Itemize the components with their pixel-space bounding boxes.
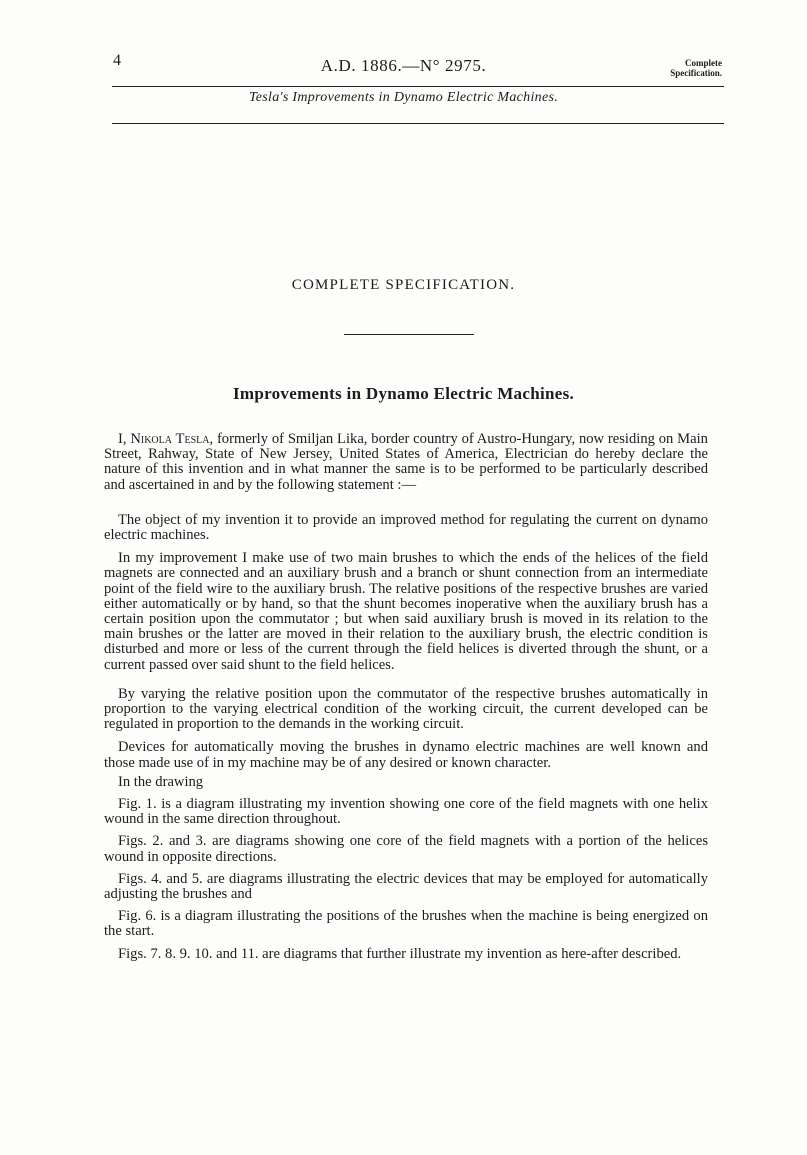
header-rule-bottom [112,123,724,124]
body-paragraph: The object of my invention it to provide an improved method for regulating the current on dynamo electric machines. [104,511,708,544]
figure-description: Fig. 1. is a diagram illustrating my invention showing one core of the field magnets with one helix wound in the same direction throughout. [104,796,708,828]
intro-prefix: I, [118,431,131,447]
running-title: Tesla's Improvements in Dynamo Electric Machines. [248,90,559,105]
invention-title: Improvements in Dynamo Electric Machines. [232,384,575,403]
patent-number-header: A.D. 1886.—N° 2975. [320,56,487,75]
figure-description: Figs. 7. 8. 9. 10. and 11. are diagrams that further illustrate my invention as here-after described. [118,945,682,962]
section-divider [344,334,474,335]
intro-text: , formerly of Smiljan Lika, border country of Austro-Hungary, now residing on Main Street, Rahway, State of New Jersey, United States of America, Electrician do hereby declare the nature of this invention and in what manner the same is to be performed to be particularly described and ascertained in and by the following statement :— [104,431,708,493]
body-paragraph: Devices for automatically moving the brushes in dynamo electric machines are well known and those made use of in my machine may be of any desired or known character. [104,739,708,771]
spec-label-line-2: Specification. [670,68,722,78]
specification-body [104,432,708,969]
body-paragraph: By varying the relative position upon the commutator of the respective brushes automatically in proportion to the varying electrical condition of the working circuit, the current developed can be regulated in proportion to the demands in the working circuit. [104,685,708,733]
page-number: 4 [113,52,121,69]
figure-description: Fig. 6. is a diagram illustrating the positions of the brushes when the machine is being energized on the start. [104,908,708,940]
body-paragraph: In my improvement I make use of two main brushes to which the ends of the helices of the field magnets are connected and an auxiliary brush and a branch or shunt connection from an intermediate point of the field wire to the auxiliary brush. The relative positions of the respective brushes are varied either automatically or by hand, so that the shunt becomes inoperative when the auxiliary brush has a certain position upon the commutator ; but when said auxiliary brush is moved in its relation to the main brushes or the latter are moved in their relation to the auxiliary brush, the electric condition is disturbed and more or less of the current through the field helices is diverted through the shunt, or a current passed over said shunt to the field helices. [104,550,708,673]
inventor-name: Nikola Tesla [130,431,210,447]
specification-label [670,58,722,78]
intro-paragraph [104,432,708,493]
drawing-intro: In the drawing [118,773,204,790]
spec-label-line-1: Complete [685,58,722,68]
figure-description: Figs. 2. and 3. are diagrams showing one core of the field magnets with a portion of the helices wound in opposite directions. [104,833,708,865]
header-rule-top [112,86,724,87]
section-title: COMPLETE SPECIFICATION. [291,277,516,293]
figure-description: Figs. 4. and 5. are diagrams illustrating the electric devices that may be employed for automatically adjusting the brushes and [104,870,708,903]
